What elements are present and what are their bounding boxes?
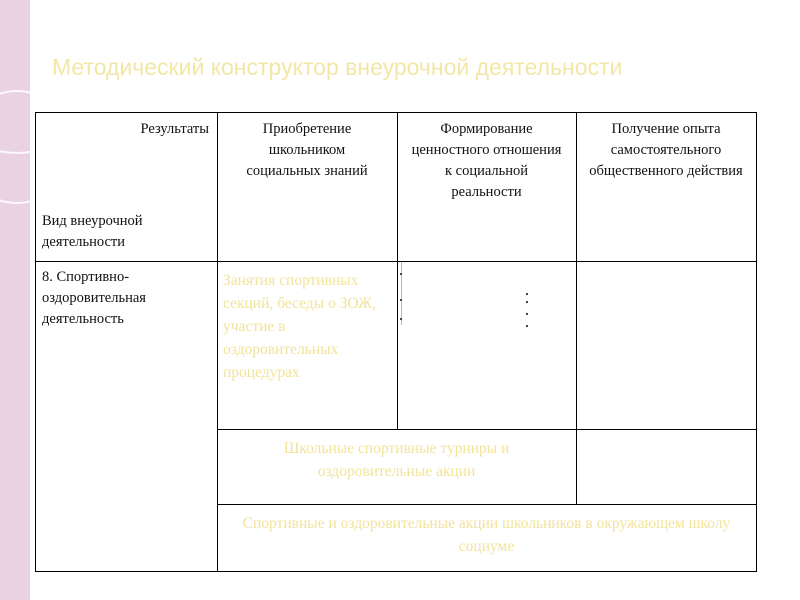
header-values: Формирование ценностного отношения к социальной реальности: [411, 121, 562, 200]
activity-type-label: Вид внеурочной деятельности: [42, 213, 143, 250]
faint-mark: [401, 261, 402, 325]
faint-mark: [400, 318, 402, 320]
header-knowledge: Приобретение школьником социальных знаний: [246, 121, 368, 179]
values-action-cell: Школьные спортивные турниры и оздоровительные акции: [283, 440, 510, 480]
faint-mark: [526, 313, 528, 315]
row-label-sport-health: 8. Спортивно-оздоровительная деятельность: [42, 269, 146, 327]
faint-mark: [400, 273, 402, 275]
faint-mark: [526, 293, 528, 295]
results-label: Результаты: [140, 121, 209, 137]
header-experience: Получение опыта самостоятельного общественного действия: [589, 121, 743, 179]
header-corner-cell: [36, 113, 217, 261]
constructor-table: [35, 112, 757, 572]
slide-title: Методический конструктор внеурочной деятельности: [52, 54, 623, 80]
table-line: [217, 429, 756, 430]
table-line: [217, 504, 756, 505]
table-line: [36, 261, 756, 262]
knowledge-cell: Занятия спортивных секций, беседы о ЗОЖ, участие в оздоровительных процедурах: [223, 272, 376, 381]
faint-mark: [526, 301, 528, 303]
full-width-cell: Спортивные и оздоровительные акции школьников в окружающем школу социуме: [242, 515, 731, 555]
faint-mark: [526, 325, 528, 327]
faint-mark: [400, 299, 402, 301]
